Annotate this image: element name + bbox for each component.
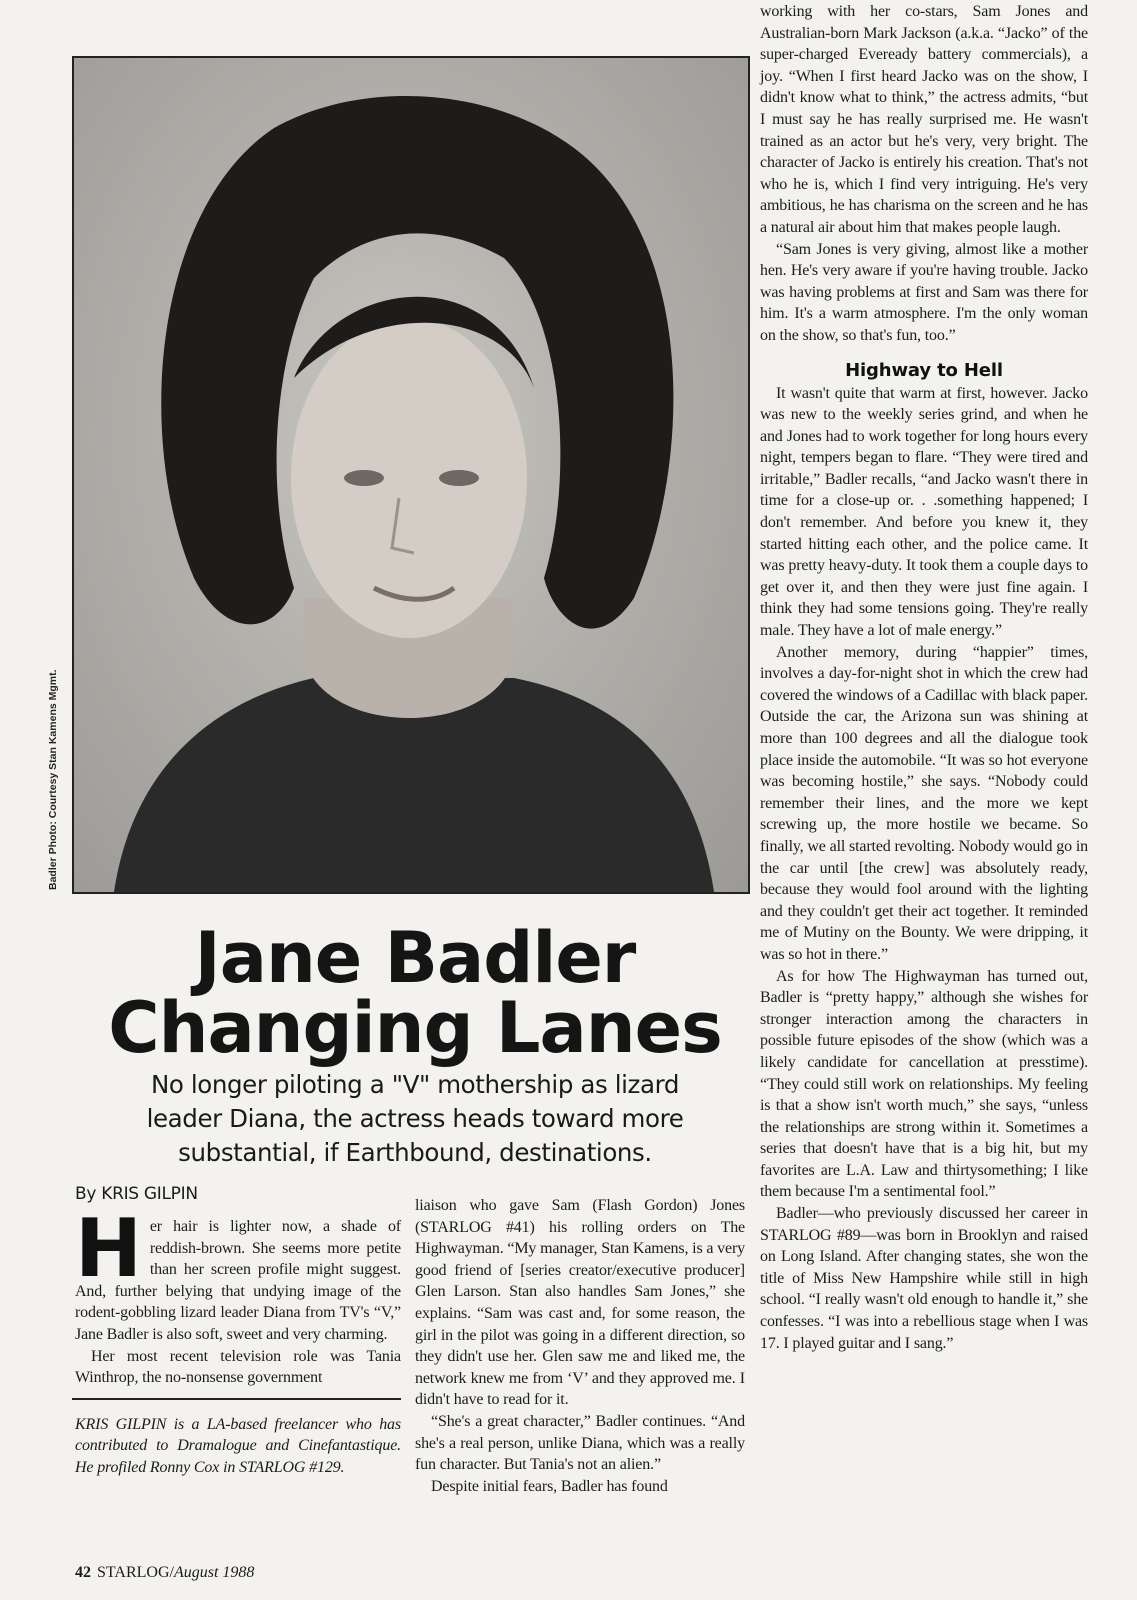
headline-line-1: Jane Badler [194, 917, 636, 999]
paragraph: liaison who gave Sam (Flash Gordon) Jones (STARLOG #41) his rolling orders on The Highwayman. “My manager, Stan Kamens, is a very good friend of [series creator/executive producer] Glen Larson. Stan also handles Sam Jones,” she explains. “Sam was cast and, for some reason, the girl in the pilot was going in a different direction, so they didn't use her. Glen saw me and liked me, the network knew me from ‘V’ and they approved me. I didn't have to read for it. [415, 1197, 745, 1409]
paragraph-text: er hair is lighter now, a shade of reddish-brown. She seems more petite than her screen profile might suggest. And, further belying that undying image of the rodent-gobbling lizard leader Diana from TV's “V,” Jane Badler is also soft, sweet and very charming. [75, 1218, 401, 1343]
paragraph [75, 1202, 401, 1346]
right-column [760, 1, 1088, 1354]
drop-cap: H [75, 1202, 142, 1295]
middle-column [415, 1195, 745, 1497]
magazine-name: STARLOG/ [97, 1564, 174, 1581]
author-bio: KRIS GILPIN is a LA-based freelancer who has contributed to Dramalogue and Cinefantastique. He profiled Ronny Cox in STARLOG #129. [75, 1415, 401, 1476]
paragraph: Despite initial fears, Badler has found [431, 1477, 668, 1495]
subtitle-line: leader Diana, the actress heads toward more [146, 1104, 684, 1133]
paragraph: working with her co-stars, Sam Jones and Australian-born Mark Jackson (a.k.a. “Jacko” of the super-charged Eveready battery commercials), a joy. “When I first heard Jacko was on the show, I didn't know what to think,” the actress admits, “but I must say he has really surprised me. He wasn't trained as an actor but he's very, very bright. The character of Jacko is entirely his creation. That's not who he is, which I find very intriguing. He's very ambitious, he has charisma on the screen and he has a natural air about him that makes people laugh. [760, 3, 1088, 236]
paragraph: It wasn't quite that warm at first, however. Jacko was new to the weekly series grind, and when he and Jones had to work together for long hours every night, tempers began to flare. “They were tired and irritable,” Badler recalls, “and Jacko wasn't there in time for a close-up or. . .something happened; I don't remember. And before you knew it, they started hitting each other, and the police came. It was pretty heavy-duty. It took them a couple days to get over it, and then they were just fine again. I think they had some tensions going. They're really male. They have a lot of male energy.” [760, 384, 1088, 640]
paragraph: “Sam Jones is very giving, almost like a mother hen. He's very aware if you're having trouble. Jacko was having problems at first and Sam was there for him. It's a warm atmosphere. I'm the only woman on the show, so that's fun, too.” [760, 240, 1088, 344]
photo-credit: Badler Photo: Courtesy Stan Kamens Mgmt. [47, 669, 59, 890]
headline-line-2: Changing Lanes [108, 987, 722, 1069]
paragraph: Badler—who previously discussed her career in STARLOG #89—was born in Brooklyn and raised on Long Island. After changing states, she won the title of Miss New Hampshire while still in high school. “I really wasn't old enough to handle it,” she confesses. “I was into a rebellious stage when I was 17. I played guitar and I sang.” [760, 1205, 1088, 1352]
paragraph: As for how The Highwayman has turned out, Badler is “pretty happy,” although she wishes for stronger interaction among the characters in possible future episodes of the show (which was a likely candidate for cancellation at presstime). “They could still work on relationships. My feeling is that a show isn't worth much,” she says, “unless the relationships are strong within it. Sometimes a series that doesn't have that is a big hit, but my favorites are L.A. Law and thirtysomething; I like them because I'm a sentimental fool.” [760, 967, 1088, 1201]
left-column [75, 1182, 401, 1479]
portrait-illustration [74, 58, 748, 892]
page-footer [75, 1564, 254, 1582]
section-heading: Highway to Hell [845, 359, 1003, 381]
subtitle [68, 1068, 762, 1170]
byline: By KRIS GILPIN [75, 1184, 198, 1204]
paragraph: Her most recent television role was Tania Winthrop, the no-nonsense government [75, 1347, 401, 1387]
issue-date: August 1988 [173, 1564, 255, 1581]
divider [72, 1398, 401, 1400]
subtitle-line: No longer piloting a "V" mothership as lizard [150, 1070, 680, 1099]
page-number: 42 [75, 1564, 91, 1581]
subtitle-line: substantial, if Earthbound, destinations. [178, 1138, 652, 1167]
paragraph: “She's a great character,” Badler continues. “And she's a real person, unlike Diana, which was a really fun character. But Tania's not an alien.” [415, 1412, 745, 1474]
paragraph: Another memory, during “happier” times, involves a day-for-night shot in which the crew had covered the windows of a Cadillac with black paper. Outside the car, the Arizona sun was shining at more than 100 degrees and all the dialogue took place inside the automobile. “It was so hot everyone was becoming hostile,” she says. “Nobody could remember their lines, and the more we kept screwing up, the more hostile we became. So finally, we all started revolting. Nobody would go in the car until [the crew] was absolutely ready, because they would fool around with the lighting and they couldn't get their act together. It reminded me of Mutiny on the Bounty. We were dripping, it was so hot in there.” [760, 643, 1088, 963]
portrait-photo [72, 56, 750, 894]
